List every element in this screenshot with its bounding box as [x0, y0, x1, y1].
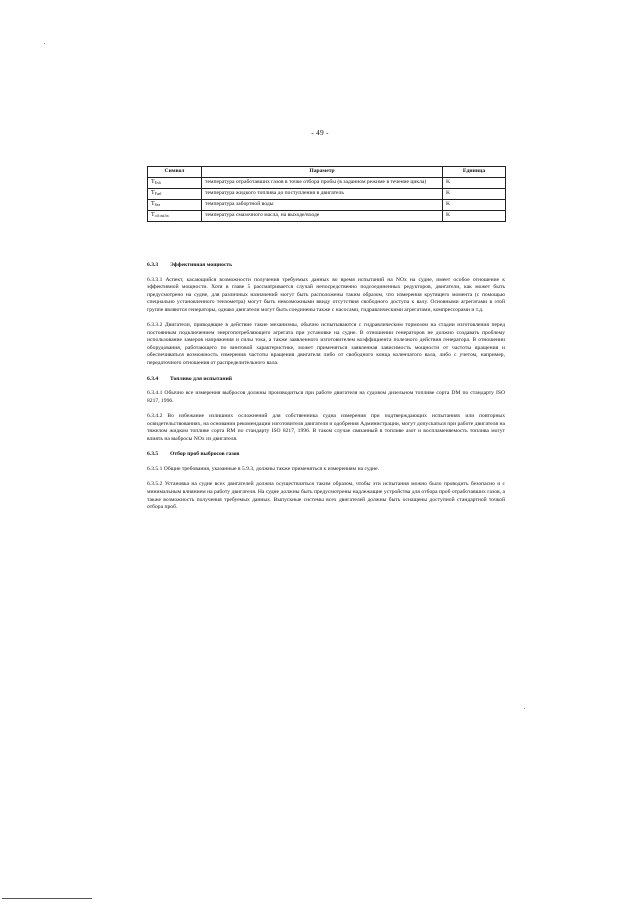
- section-heading: [147, 262, 505, 270]
- parameters-table: [147, 166, 506, 222]
- section-number: 6.3.3: [147, 262, 159, 268]
- symbol: T: [151, 212, 155, 218]
- parameter-cell: температура смазочного масла, на выходе/входе: [202, 211, 443, 222]
- footer-rule: [2, 898, 92, 899]
- symbol-cell: [148, 200, 202, 211]
- symbol: T: [151, 201, 155, 207]
- header-parameter: Параметр: [202, 167, 443, 178]
- symbol-cell: [148, 189, 202, 200]
- symbol: T: [151, 190, 155, 196]
- paragraph: 6.3.4.1 Обычно все измерения выбросов должны производиться при работе двигателя на судовом дизельном топливе сорта DM по стандарту ISO 8217, 1996.: [147, 390, 505, 404]
- paragraph: 6.3.4.2 Во избежание излишних осложнений для собственника судна измерения при подтверждающих испытаниях или повторных освидетельствованиях, на основании рекомендации изготовителя двигателя и одобрения Администрации, могут допускаться при работе двигателя на тяжелом жидком топливе сорта RM по стандарту ISO 8217, 1996. В таком случае связанный в топливе азот и воспламеняемость топлива могут влиять на выбросы NOx из двигателя.: [147, 413, 505, 442]
- symbol-subscript: Sea: [154, 203, 161, 207]
- section-number: 6.3.4: [147, 375, 159, 382]
- section-title: Отбор проб выбросов газов: [170, 451, 240, 458]
- table-row: [148, 178, 506, 189]
- table-row: [148, 211, 506, 222]
- parameter-cell: температура жидкого топлива до поступления в двигатель: [202, 189, 443, 200]
- section-heading: [147, 451, 505, 459]
- table-row: [148, 189, 506, 200]
- symbol: T: [151, 179, 155, 185]
- unit-cell: K: [443, 178, 506, 189]
- symbol-cell: [148, 211, 202, 222]
- table-row: [148, 200, 506, 211]
- unit-cell: K: [443, 200, 506, 211]
- paragraph: 6.3.5.1 Общие требования, указанные в 5.9.3, должны также применяться к измерениям на судне.: [147, 465, 380, 472]
- paragraph: 6.3.5.2 Установка на судне всех двигателей должна осуществляться таким образом, чтобы эти испытания можно было проводить безопасно и с минимальным влиянием на работу двигателя. На судне должны быть предусмотрены надлежащие устройства для отбора проб отработавших газов, а также возможность получения требуемых данных. Выпускные системы всех двигателей должны быть оснащены доступной стандартной точкой отбора проб.: [147, 481, 505, 511]
- header-unit: Единица: [443, 167, 506, 178]
- unit-cell: K: [443, 189, 506, 200]
- paragraph: 6.3.3.1 Аспект, касающийся возможности получения требуемых данных во время испытаний на NOx на судне, имеет особое отношение к эффективной мощности. Хотя в главе 5 рассматривается случай непосредственно подсоединенных редукторов, двигатели, как может быть предусмотрено на судне, для различных назначений могут быть расположены таким образом, что измерения крутящего момента (с помощью специально установленного тензометра) могут быть невозможными ввиду отсутствия свободного доступа к валу. Основными агрегатами в этой группе являются генераторы, однако двигатели могут быть соединены также с насосами, гидравлическими агрегатами, компрессорами и т.д.: [147, 276, 505, 313]
- scan-speck: [524, 708, 525, 709]
- symbol-subscript: Fuel: [154, 192, 162, 196]
- section-heading: [147, 376, 505, 384]
- table-header-row: [148, 167, 506, 178]
- section-title: Топливо для испытаний: [170, 375, 233, 382]
- unit-cell: K: [443, 211, 506, 222]
- symbol-subscript: Exh: [154, 181, 161, 185]
- symbol-cell: [148, 178, 202, 189]
- parameter-cell: температура отработавших газов в точке отбора пробы (в заданном режиме в течение цикла): [202, 178, 443, 189]
- section-title: Эффективная мощность: [170, 262, 233, 268]
- page-number: - 49 -: [311, 128, 329, 137]
- paragraph: 6.3.3.2 Двигатели, приводящие в действие такие механизмы, обычно испытываются с гидравлическим тормозом на стадии изготовления перед постоянным подключением энергопотребляющего агрегата при установке на судне. В отношении генераторов не должно создавать проблему использование замеров напряжения и силы тока, а также заявленного изготовителем коэффициента полезного действия генератора. В отношении оборудования, работающего по винтовой характеристике, может применяться заявленная зависимость мощности от частоты вращения и обеспечиваться возможность измерения частоты вращения двигателя либо от свободного конца коленчатого вала, либо с учетом, например, передаточного отношения от распределительного вала.: [147, 322, 505, 367]
- section-number: 6.3.5: [147, 451, 159, 458]
- document-body: [147, 262, 505, 512]
- header-symbol: Символ: [148, 167, 202, 178]
- symbol-subscript: oil out/in: [154, 214, 169, 218]
- scan-speck: [44, 43, 45, 44]
- parameter-cell: температура забортной воды: [202, 200, 443, 211]
